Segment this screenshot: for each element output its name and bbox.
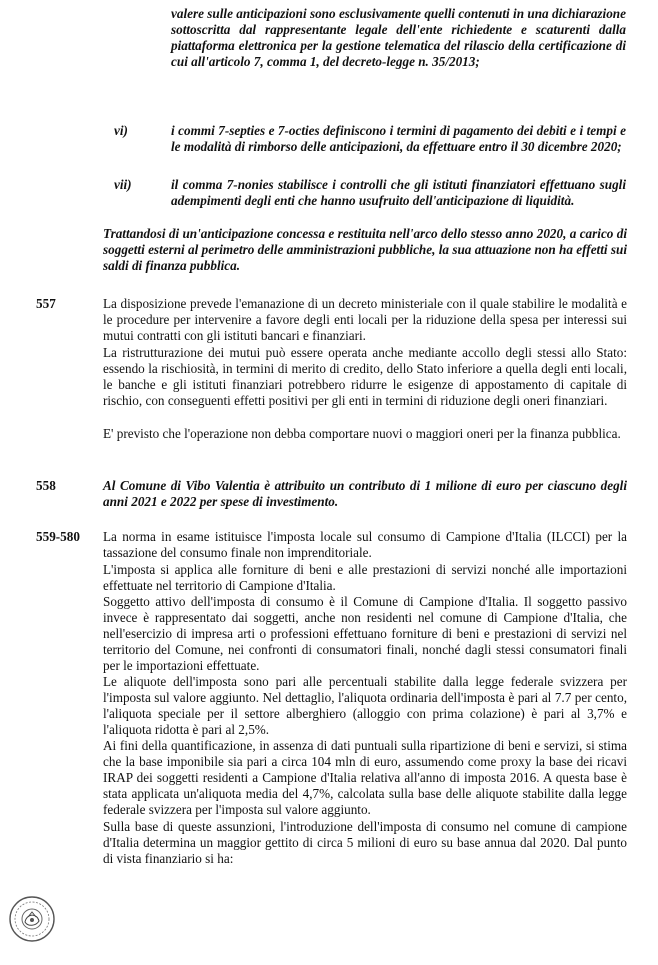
section-558-paragraph: Al Comune di Vibo Valentia è attribuito un contributo di 1 milione di euro per ciascuno degli anni 2021 e 2022 per spese di investimento. — [103, 478, 627, 510]
section-559-580-paragraph: La norma in esame istituisce l'imposta locale sul consumo di Campione d'Italia (ILCCI) per la tassazione del consumo finale non imprenditoriale. — [103, 529, 627, 561]
item-text-vii: il comma 7-nonies stabilisce i controlli che gli istituti finanziatori effettuano sugli adempimenti degli enti che hanno usufruito dell'anticipazione di liquidità. — [171, 177, 626, 209]
section-557-paragraph: La ristrutturazione dei mutui può essere operata anche mediante accollo degli stessi allo Stato: essendo la rischiosità, in termini di merito di credito, dello Stato inferiore a quella degli enti locali, le banche e gli istituti finanziari potrebbero ridurre le esigenze di appostamento di capitale di rischio, con conseguenti effetti positivi per gli enti in termini di riduzione degli oneri finanziari. — [103, 345, 627, 409]
section-number-558: 558 — [36, 478, 56, 493]
section-number-559-580: 559-580 — [36, 529, 80, 544]
section-559-580-paragraph: Soggetto attivo dell'imposta di consumo è il Comune di Campione d'Italia. Il soggetto passivo invece è rappresentato dai soggetti, anche non residenti nel comune di Campione d'Italia, che nell'esercizio di impresa arti o professioni effettuano forniture di beni e prestazioni di servizi nel territorio del Comune, nei confronti di consumatori finali, nonché dagli stessi consumatori finali per le importazioni effettuate. — [103, 594, 627, 674]
section-559-580-paragraph: Ai fini della quantificazione, in assenza di dati puntuali sulla ripartizione di beni e servizi, si stima che la base imponibile sia pari a circa 104 mln di euro, assumendo come proxy la base dei ricavi IRAP dei soggetti residenti a Campione d'Italia relativa all'anno di imposta 2016. A questa base è stata applicata un'aliquota media del 4,7%, calcolata sulla base delle aliquote stabilite dalla legge federale svizzera per l'imposta sul valore aggiunto. — [103, 738, 627, 818]
item-number-vi: vi) — [114, 123, 128, 138]
section-557-paragraph: La disposizione prevede l'emanazione di un decreto ministeriale con il quale stabilire le modalità e le procedure per intervenire a favore degli enti locali per la riduzione della spesa per interessi sui mutui contratti con gli istituti bancari e finanziari. — [103, 296, 627, 344]
section-557-paragraph: E' previsto che l'operazione non debba comportare nuovi o maggiori oneri per la finanza pubblica. — [103, 426, 621, 441]
section-number-557: 557 — [36, 296, 56, 311]
section-559-580-paragraph: L'imposta si applica alle forniture di beni e alle prestazioni di servizi nonché alle importazioni effettuate nel territorio di Campione d'Italia. — [103, 562, 627, 594]
top-continuation-text: valere sulle anticipazioni sono esclusivamente quelli contenuti in una dichiarazione sottoscritta dal rappresentante legale dell'ente richiedente e scaturenti dalla piattaforma elettronica per la gestione telematica del rilascio della certificazione di cui all'articolo 7, comma 1, del decreto-legge n. 35/2013; — [171, 6, 626, 70]
item-text-vi: i commi 7-septies e 7-octies definiscono i termini di pagamento dei debiti e i tempi e le modalità di rimborso delle anticipazioni, da effettuare entro il 30 dicembre 2020; — [171, 123, 626, 155]
conclusion-paragraph: Trattandosi di un'anticipazione concessa e restituita nell'arco dello stesso anno 2020, a carico di soggetti esterni al perimetro delle amministrazioni pubbliche, la sua attuazione non ha effetti sui saldi di finanza pubblica. — [103, 226, 627, 274]
item-number-vii: vii) — [114, 177, 132, 192]
seal-stamp-icon — [8, 895, 56, 943]
section-559-580-paragraph: Sulla base di queste assunzioni, l'introduzione dell'imposta di consumo nel comune di campione d'Italia determina un maggior gettito di circa 5 milioni di euro su base annua dal 2020. Dal punto di vista finanziario si ha: — [103, 819, 627, 867]
section-559-580-paragraph: Le aliquote dell'imposta sono pari alle percentuali stabilite dalla legge federale svizzera per l'imposta sul valore aggiunto. Nel dettaglio, l'aliquota ordinaria dell'imposta è pari al 7.7 per cento, l'aliquota speciale per il settore alberghiero (alloggio con prima colazione) è pari al 3,7% e l'aliquota ridotta è pari al 2,5%. — [103, 674, 627, 738]
